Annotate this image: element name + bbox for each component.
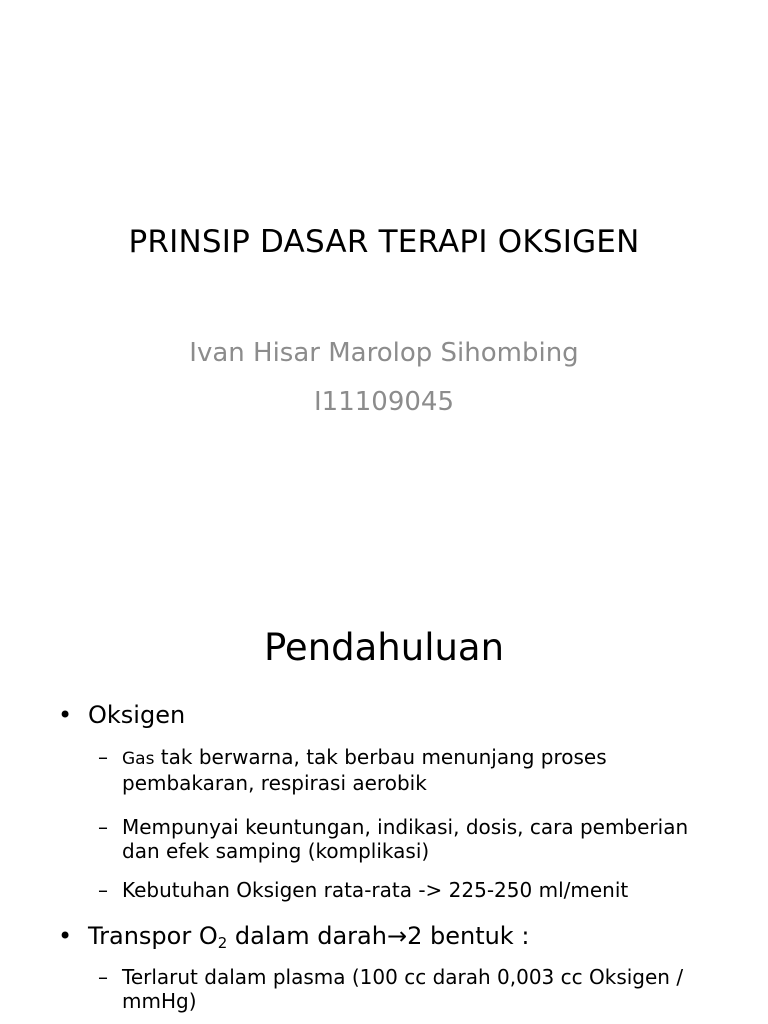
sub-marker: – [98,965,108,989]
sub-item-prefix: Gas [122,749,155,769]
bullet-marker: • [58,701,73,729]
sub-item-text [122,745,732,795]
bullet-marker: • [58,922,73,950]
sub-item-text: Kebutuhan Oksigen rata-rata -> 225-250 ml/menit [122,878,629,902]
bullet-text-part: Transpor O [88,922,218,950]
sub-marker: – [98,745,108,769]
sub-item-body: tak berwarna, tak berbau menunjang proses pembakaran, respirasi aerobik [122,745,607,795]
slide-title: PRINSIP DASAR TERAPI OKSIGEN [128,224,640,260]
sub-item-text: Terlarut dalam plasma (100 cc darah 0,003 cc Oksigen / mmHg) [122,965,684,1013]
sub-marker: – [98,815,108,839]
section-title: Pendahuluan [263,626,505,669]
bullet-text [88,921,529,951]
arrow-right-icon: → [386,922,408,950]
intro-slide [0,575,768,1024]
bullet-text: Oksigen [88,701,186,729]
author-name: Ivan Hisar Marolop Sihombing [189,338,579,368]
bullet-text-part: dalam darah [227,922,387,950]
bullet-text-part: 2 bentuk : [407,922,530,950]
student-id: I11109045 [313,387,454,417]
subscript-two: 2 [217,934,228,952]
sub-item-text: Mempunyai keuntungan, indikasi, dosis, cara pemberian dan efek samping (komplikasi) [122,815,689,863]
sub-marker: – [98,878,108,902]
